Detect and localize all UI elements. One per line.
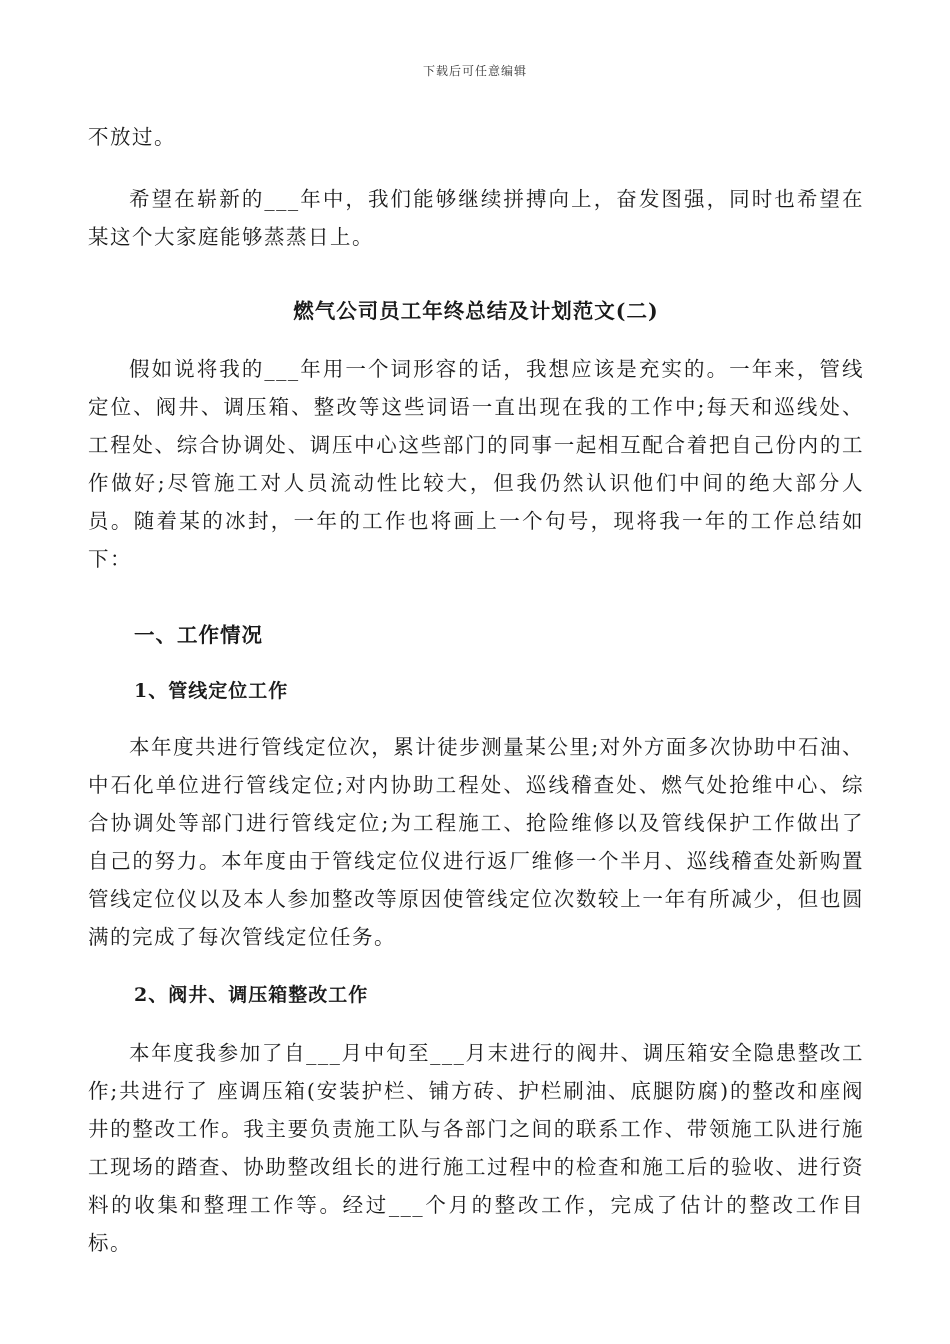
page-header-note: 下载后可任意编辑 bbox=[422, 64, 527, 78]
subheading-pipeline-positioning: 1、管线定位工作 bbox=[134, 680, 289, 702]
paragraph-intro: 假如说将我的___年用一个词形容的话，我想应该是充实的。一年来，管线定位、阀井、调压箱、整改等这些词语一直出现在我的工作中;每天和巡线处、工程处、综合协调处、调压中心这些部门的同事一起相互配合着把自己份内的工作做好;尽管施工对人员流动性比较大，但我仍然认识他们中间的绝大部分人员。随着某的冰封，一年的工作也将画上一个句号，现将我一年的工作总结如下： bbox=[88, 357, 864, 571]
document-title: 燃气公司员工年终总结及计划范文(二) bbox=[293, 299, 659, 323]
section-heading-work-status: 一、工作情况 bbox=[134, 623, 263, 647]
document-body bbox=[88, 118, 864, 1262]
paragraph-hope: 希望在崭新的___年中，我们能够继续拼搏向上，奋发图强，同时也希望在某这个大家庭能够蒸蒸日上。 bbox=[88, 187, 864, 249]
subheading-valve-rectification: 2、阀井、调压箱整改工作 bbox=[134, 984, 369, 1006]
paragraph-pipeline-positioning: 本年度共进行管线定位次，累计徒步测量某公里;对外方面多次协助中石油、中石化单位进行管线定位;对内协助工程处、巡线稽查处、燃气处抢维中心、综合协调处等部门进行管线定位;为工程施工、抢险维修以及管线保护工作做出了自己的努力。本年度由于管线定位仪进行返厂维修一个半月、巡线稽查处新购置管线定位仪以及本人参加整改等原因使管线定位次数较上一年有所减少，但也圆满的完成了每次管线定位任务。 bbox=[88, 735, 864, 949]
paragraph-continuation: 不放过。 bbox=[88, 125, 176, 149]
paragraph-valve-rectification: 本年度我参加了自___月中旬至___月末进行的阀井、调压箱安全隐患整改工作;共进行了 座调压箱(安装护栏、铺方砖、护栏刷油、底腿防腐)的整改和座阀井的整改工作。我主要负责施工队与各部门之间的联系工作、带领施工队进行施工现场的踏查、协助整改组长的进行施工过程中的检查和施工后的验收、进行资料的收集和整理工作等。经过___个月的整改工作，完成了估计的整改工作目标。 bbox=[88, 1041, 864, 1255]
